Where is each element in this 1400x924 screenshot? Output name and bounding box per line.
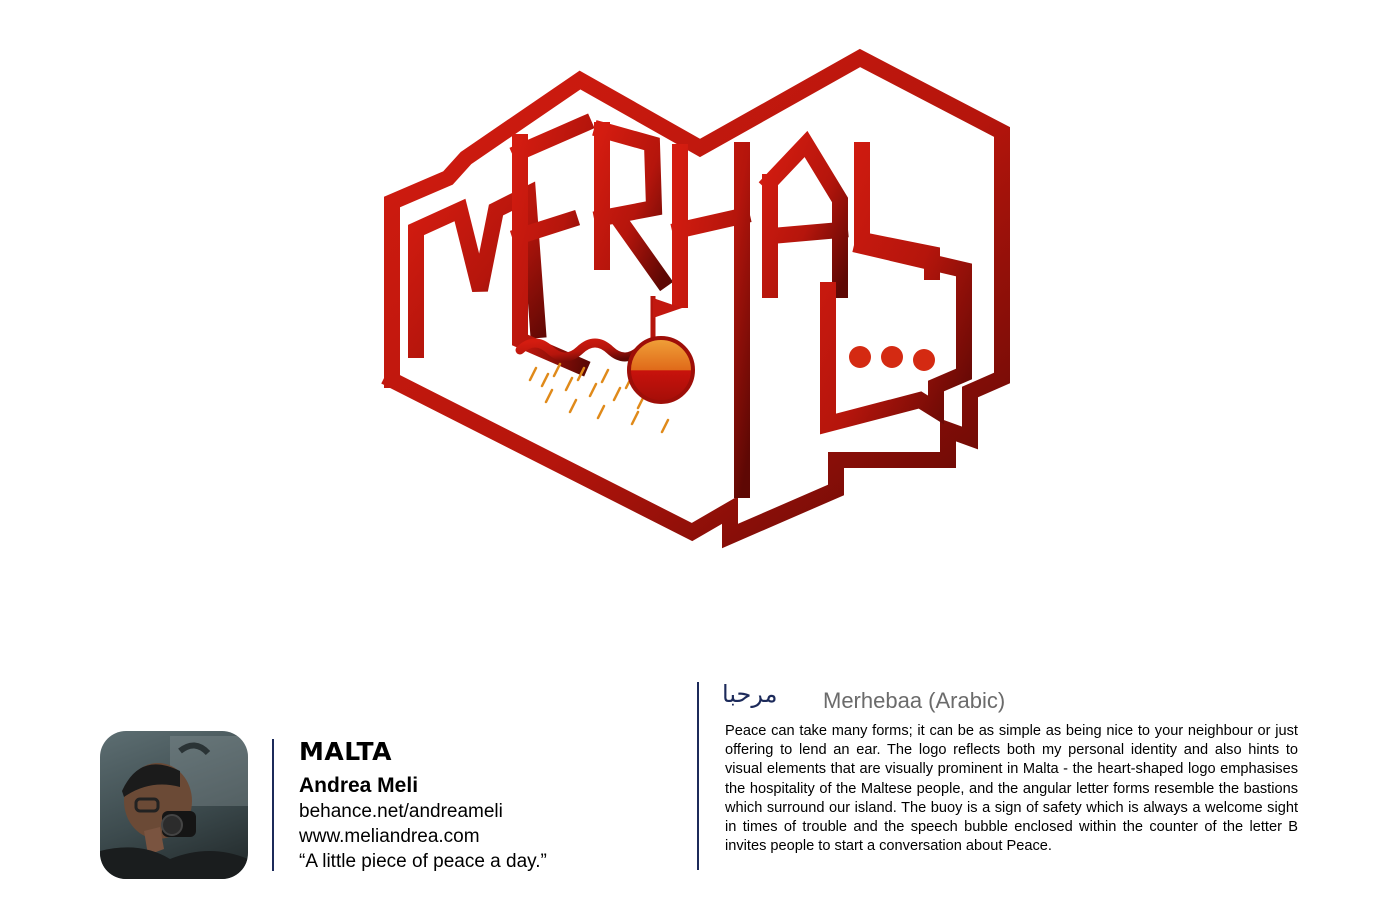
profile-divider xyxy=(272,739,274,871)
tagline: “A little piece of peace a day.” xyxy=(299,851,547,872)
greeting-transliteration: Merhebaa (Arabic) xyxy=(823,688,1006,713)
greeting-native: مرحبا xyxy=(722,680,778,708)
speech-dot-3 xyxy=(913,349,935,371)
speech-dot-2 xyxy=(881,346,903,368)
author-name: Andrea Meli xyxy=(299,774,419,797)
speech-dot-1 xyxy=(849,346,871,368)
buoy-icon xyxy=(629,338,693,402)
description-divider xyxy=(697,682,699,870)
logo-description: Peace can take many forms; it can be as simple as being nice to your neighbour or just offering to lend an ear. The logo reflects both my personal identity and also hints to visual elements that are visually prominent in Malta - the heart-shaped logo emphasises the hospitality of the Maltese people, and the angular letter forms resemble the bastions which surround our island. The buoy is a sign of safety which is always a welcome sight in times of trouble and the speech bubble enclosed within the counter of the letter B invites people to start a conversation about Peace. xyxy=(725,723,1298,855)
country-name: MALTA xyxy=(299,737,392,766)
merhba-heart-logo xyxy=(370,40,1030,560)
website-link[interactable]: www.meliandrea.com xyxy=(299,826,480,847)
behance-link[interactable]: behance.net/andreameli xyxy=(299,801,503,822)
author-avatar xyxy=(100,731,248,879)
